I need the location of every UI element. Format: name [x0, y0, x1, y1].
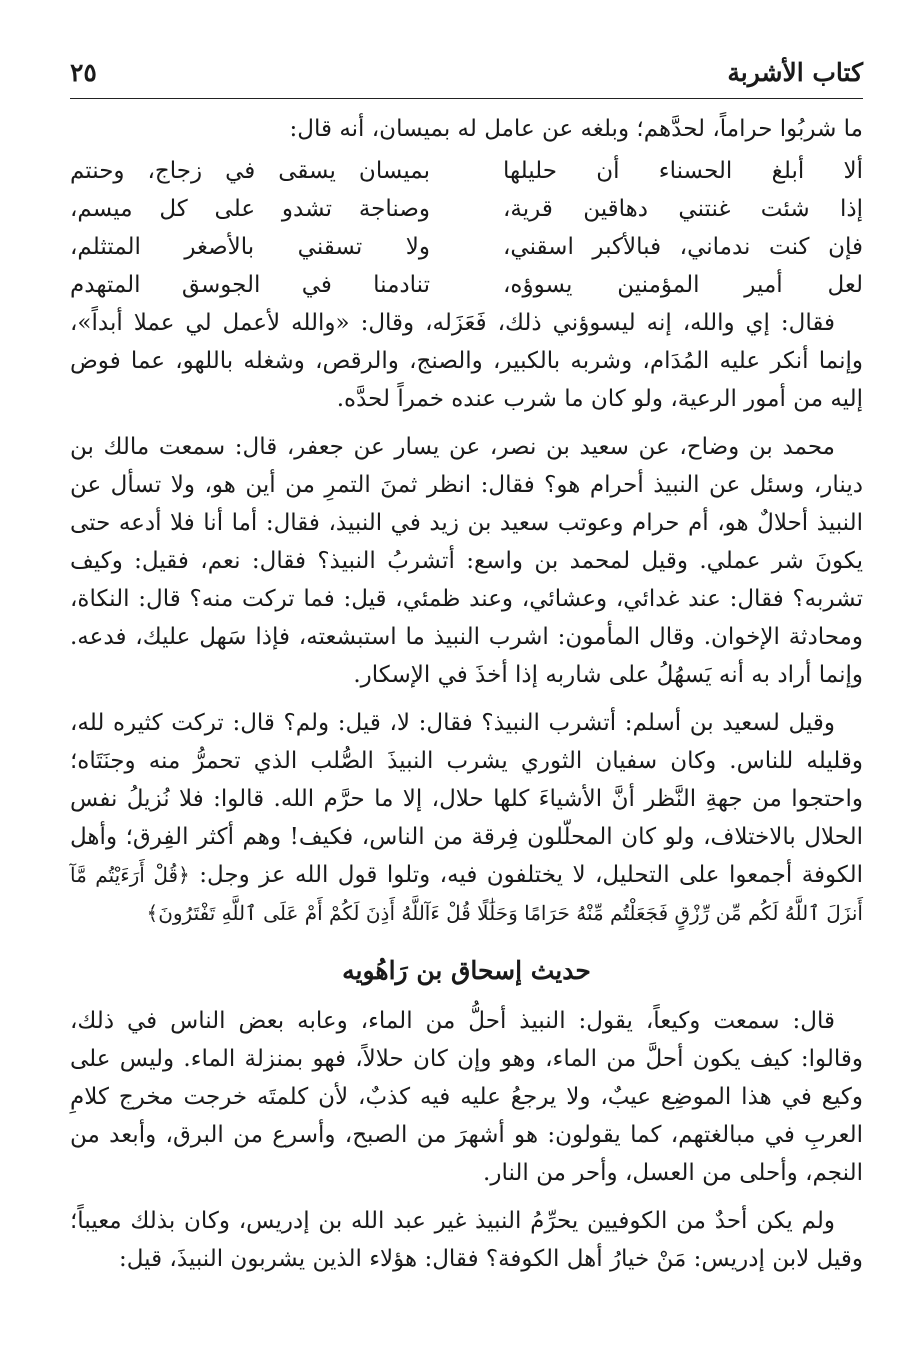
quran-verse: ﴿قُلْ أَرَءَيْتُم مَّآ أَنزَلَ ٱللَّهُ لَكُم مِّن رِّزْقٍ فَجَعَلْتُم مِّنْهُ حَرَامًا وَحَلَٰلًا قُلْ ءَآللَّهُ أَذِنَ لَكُمْ أَمْ عَلَى ٱللَّهِ تَفْتَرُونَ﴾ [70, 863, 863, 925]
poem-verse [70, 228, 863, 266]
verse-first-hemistich: ألا أبلغ الحسناء أن حليلها [503, 158, 863, 184]
verse-first-hemistich: فإن كنت ندماني، فبالأكبر اسقني، [503, 234, 863, 260]
section-heading: حديث إسحاق بن رَاهُويه [342, 956, 591, 985]
paragraph: قال: سمعت وكيعاً، يقول: النبيذ أحلُّ من الماء، وعابه بعض الناس في ذلك، وقالوا: كيف يكون أحلَّ من الماء، وهو وإن كان حلالاً، فهو بمنزلة الماء. وليس على وكيع في هذا الموضِع عيبٌ، ولا يرجعُ عليه فيه كذبٌ، لأن كلمتَه خرجت مخرج كلامِ العربِ في مبالغتهم، كما يقولون: هو أشهرَ من الصبح، وأسرع من البرق، وأبعد من النجم، وأحلى من العسل، وأحر من النار. [70, 1008, 863, 1186]
paragraph-text: وقيل لسعيد بن أسلم: أتشرب النبيذ؟ فقال: لا، قيل: ولم؟ قال: تركت كثيره لله، وقليله للناس. وكان سفيان الثوري يشرب النبيذَ الصُّلب الذي تحمرُّ منه وجنَتَاه؛ واحتجوا من جهةِ النَّظر أنَّ الأشياءَ كلها حلال، إلا ما حرَّم الله. قالوا: فلا نُزيلُ نفس الحلال بالاختلاف، ولو كان المحلّلون فِرقة من الناس، فكيف! وهم أكثر الفِرق؛ وأهل الكوفة أجمعوا على التحليل، لا يختلفون فيه، وتلوا قول الله عز وجل: [70, 710, 864, 888]
paragraph: محمد بن وضاح، عن سعيد بن نصر، عن يسار عن جعفر، قال: سمعت مالك بن دينار، وسئل عن النبيذ أحرام هو؟ فقال: انظر ثمنَ التمرِ من أين هو، ولا تسأل عن النبيذ أحلالٌ هو، أم حرام وعوتب سعيد بن زيد في النبيذ، فقال: أما أنا فلا أدعه حتى يكونَ شر عملي. وقيل لمحمد بن واسع: أتشربُ النبيذ؟ فقال: نعم، فقيل: وكيف تشربه؟ فقال: عند غدائي، وعشائي، وعند ظمئي، قيل: فما تركت منه؟ قال: النكاة، ومحادثة الإخوان. وقال المأمون: اشرب النبيذ ما استبشعته، فإذا سَهل عليك، فدعه. وإنما أراد به أنه يَسهُلُ على شاربه إذا أخذَ في الإسكار. [70, 434, 863, 688]
book-title: كتاب الأشربة [727, 58, 863, 87]
verse-first-hemistich: إذا شئت غنتني دهاقين قرية، [503, 196, 863, 222]
intro-line: ما شربُوا حراماً، لحدَّهم؛ وبلغه عن عامل له بميسان، أنه قال: [289, 116, 863, 142]
verse-second-hemistich: ولا تسقني بالأصغر المتثلم، [70, 234, 430, 260]
paragraph: ولم يكن أحدٌ من الكوفيين يحرِّمُ النبيذ غير عبد الله بن إدريس، وكان بذلك معيباً؛ وقيل لابن إدريس: مَنْ خيارُ أهل الكوفة؟ فقال: هؤلاء الذين يشربون النبيذَ، قيل: [70, 1208, 863, 1272]
verse-first-hemistich: لعل أمير المؤمنين يسوؤه، [503, 272, 863, 298]
poem-verse [70, 152, 863, 190]
page-number: ٢٥ [70, 58, 97, 87]
poem-verse [70, 266, 863, 304]
verse-second-hemistich: بميسان يسقى في زجاج، وحنتم [70, 158, 430, 184]
verse-second-hemistich: وصناجة تشدو على كل ميسم، [70, 196, 430, 222]
page-header [70, 52, 863, 99]
poem [70, 152, 863, 304]
poem-verse [70, 190, 863, 228]
verse-second-hemistich: تنادمنا في الجوسق المتهدم [70, 272, 430, 298]
page-body [70, 110, 863, 1278]
paragraph-with-quran [70, 704, 863, 932]
paragraph: فقال: إي والله، إنه ليسوؤني ذلك، فَعَزَله، وقال: «والله لأعمل لي عملا أبداً»، وإنما أنكر عليه المُدَام، وشربه بالكبير، والصنج، والرقص، وشغله باللهو، عما فوض إليه من أمور الرعية، ولو كان ما شرب عنده خمراً لحدَّه. [70, 310, 863, 412]
